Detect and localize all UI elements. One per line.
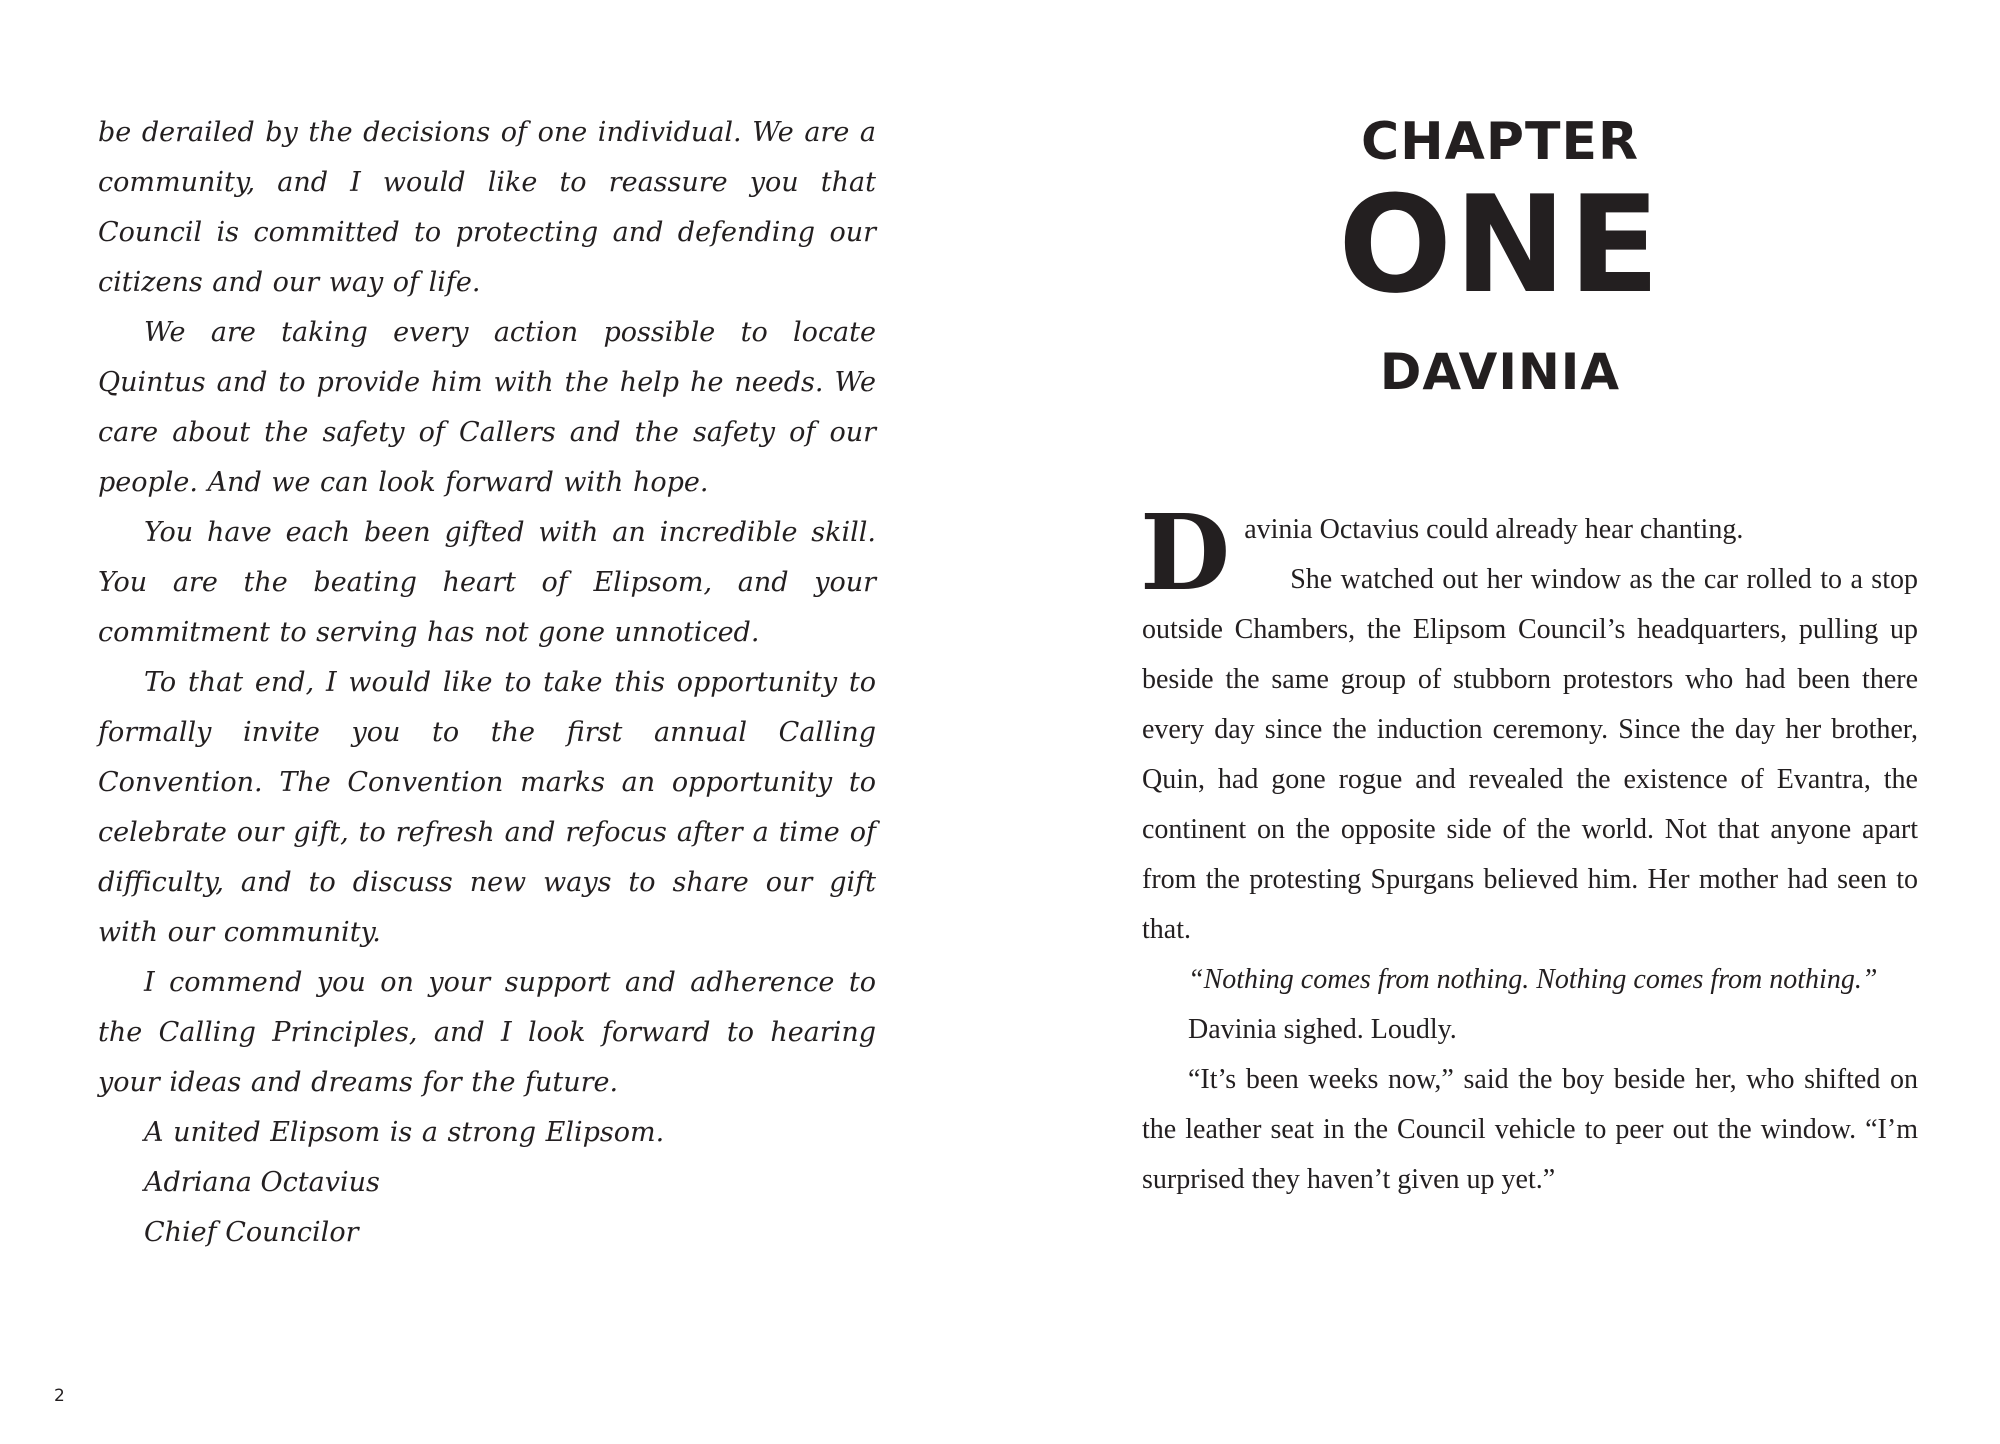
letter-paragraph: be derailed by the decisions of one individual. We are a community, and I would like to reassure you that Council is committed to protecting and defending our citizens and our way of life. (98, 117, 876, 298)
letter-paragraph: To that end, I would like to take this opportunity to formally invite you to the first annual Calling Convention. The Convention marks an opportunity to celebrate our gift, to refresh and refocus after a time of difficulty, and to discuss new ways to share our gift with our community. (98, 667, 876, 948)
letter-paragraph: I commend you on your support and adherence to the Calling Principles, and I look forward to hearing your ideas and dreams for the future. (98, 967, 876, 1098)
letter-body (98, 108, 876, 1158)
story-paragraph: “Nothing comes from nothing. Nothing comes from nothing.” (1188, 964, 1878, 995)
story-paragraph (1140, 491, 1918, 614)
letter-paragraph: A united Elipsom is a strong Elipsom. (144, 1117, 665, 1148)
chapter-body (1140, 491, 1918, 1205)
drop-cap: D (1140, 491, 1231, 614)
letter-signature (144, 1158, 380, 1258)
right-page (1000, 0, 2000, 1444)
story-paragraph: Davinia sighed. Loudly. (1188, 1014, 1457, 1045)
chapter-label: CHAPTER (1360, 112, 1640, 172)
chapter-number: ONE (1338, 167, 1662, 323)
signature-name: Adriana Octavius (144, 1167, 380, 1198)
letter-paragraph: You have each been gifted with an incredible skill. You are the beating heart of Elipsom, and your commitment to serving has not gone unnoticed. (98, 517, 876, 648)
letter-paragraph: We are taking every action possible to locate Quintus and to provide him with the help he needs. We care about the safety of Callers and the safety of our people. And we can look forward with hope. (98, 317, 876, 498)
chapter-title: DAVINIA (1379, 343, 1621, 401)
first-paragraph-text: avinia Octavius could already hear chanting. (1244, 514, 1744, 545)
story-paragraph: She watched out her window as the car rolled to a stop outside Chambers, the Elipsom Council’s headquarters, pulling up beside the same group of stubborn protestors who had been there every day since the induction ceremony. Since the day her brother, Quin, had gone rogue and revealed the existence of Evantra, the continent on the opposite side of the world. Not that anyone apart from the protesting Spurgans believed him. Her mother had seen to that. (1142, 564, 1918, 945)
story-paragraph: “It’s been weeks now,” said the boy beside her, who shifted on the leather seat in the Council vehicle to peer out the window. “I’m surprised they haven’t given up yet.” (1142, 1064, 1918, 1195)
page-number: 2 (54, 1386, 65, 1406)
signature-title: Chief Councilor (144, 1217, 359, 1248)
